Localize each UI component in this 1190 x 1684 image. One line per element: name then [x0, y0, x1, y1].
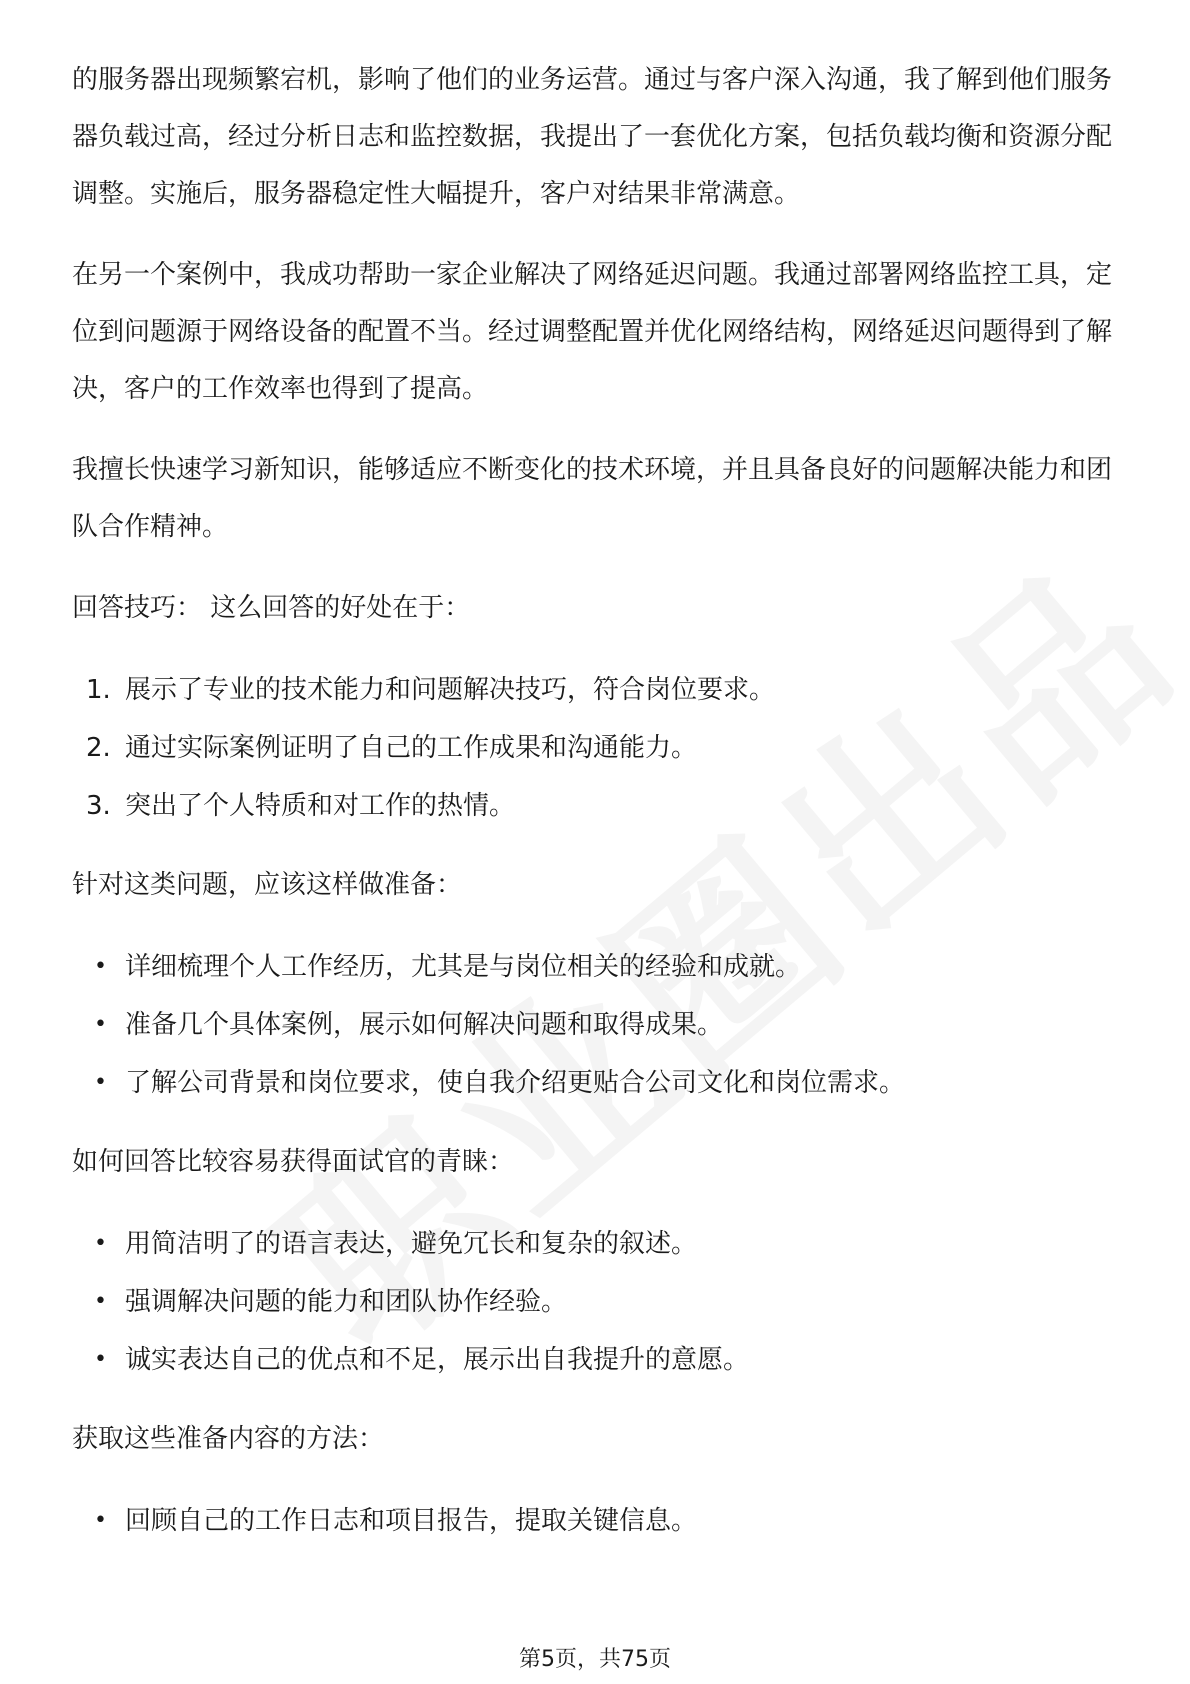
favor-heading: 如何回答比较容易获得面试官的青睐：: [72, 1147, 515, 1177]
list-number: 2.: [86, 733, 111, 763]
paragraph-network-case: 在另一个案例中，我成功帮助一家企业解决了网络延迟问题。我通过部署网络监控工具，定位到问题源于网络设备的配置不当。经过调整配置并优化网络结构，网络延迟问题得到了解决，客户的工作效率也得到了提高。: [72, 260, 1113, 404]
list-item-text: 了解公司背景和岗位要求，使自我介绍更贴合公司文化和岗位需求。: [125, 1068, 906, 1098]
list-item-text: 强调解决问题的能力和团队协作经验。: [125, 1287, 568, 1317]
bullet-icon: •: [94, 1070, 107, 1095]
bullet-icon: •: [94, 1508, 107, 1533]
prepare-list: [72, 938, 1118, 1112]
page-number: 第5页，共75页: [519, 1647, 671, 1672]
list-item: [72, 661, 1118, 719]
document-body: [72, 52, 1118, 1572]
list-item-text: 详细梳理个人工作经历，尤其是与岗位相关的经验和成就。: [125, 952, 802, 982]
favor-list: [72, 1215, 1118, 1389]
bullet-icon: •: [94, 1347, 107, 1372]
list-item: [72, 938, 1118, 996]
list-item: [72, 996, 1118, 1054]
tips-heading: 回答技巧： 这么回答的好处在于：: [72, 593, 471, 623]
bullet-icon: •: [94, 1289, 107, 1314]
bullet-icon: •: [94, 1012, 107, 1037]
bullet-icon: •: [94, 954, 107, 979]
list-item-text: 回顾自己的工作日志和项目报告，提取关键信息。: [125, 1506, 698, 1536]
list-item: [72, 1273, 1118, 1331]
list-number: 1.: [86, 675, 111, 705]
bullet-icon: •: [94, 1231, 107, 1256]
list-item-text: 诚实表达自己的优点和不足，展示出自我提升的意愿。: [125, 1345, 750, 1375]
list-item: [72, 1215, 1118, 1273]
list-item-text: 突出了个人特质和对工作的热情。: [125, 791, 516, 821]
list-item: [72, 719, 1118, 777]
list-item-text: 用简洁明了的语言表达，避免冗长和复杂的叙述。: [125, 1229, 698, 1259]
list-item-text: 通过实际案例证明了自己的工作成果和沟通能力。: [125, 733, 698, 763]
list-item-text: 准备几个具体案例，展示如何解决问题和取得成果。: [125, 1010, 724, 1040]
prepare-heading: 针对这类问题，应该这样做准备：: [72, 870, 463, 900]
tips-list: [72, 661, 1118, 835]
methods-heading: 获取这些准备内容的方法：: [72, 1424, 385, 1454]
list-item: [72, 777, 1118, 835]
list-item: [72, 1331, 1118, 1389]
paragraph-strengths: 我擅长快速学习新知识，能够适应不断变化的技术环境，并且具备良好的问题解决能力和团队合作精神。: [72, 455, 1113, 542]
methods-list: [72, 1492, 1118, 1550]
list-item-text: 展示了专业的技术能力和问题解决技巧，符合岗位要求。: [125, 675, 776, 705]
list-item: [72, 1492, 1118, 1550]
paragraph-server-case: 的服务器出现频繁宕机，影响了他们的业务运营。通过与客户深入沟通，我了解到他们服务器负载过高，经过分析日志和监控数据，我提出了一套优化方案，包括负载均衡和资源分配调整。实施后，服务器稳定性大幅提升，客户对结果非常满意。: [72, 65, 1113, 209]
list-number: 3.: [86, 791, 111, 821]
list-item: [72, 1054, 1118, 1112]
